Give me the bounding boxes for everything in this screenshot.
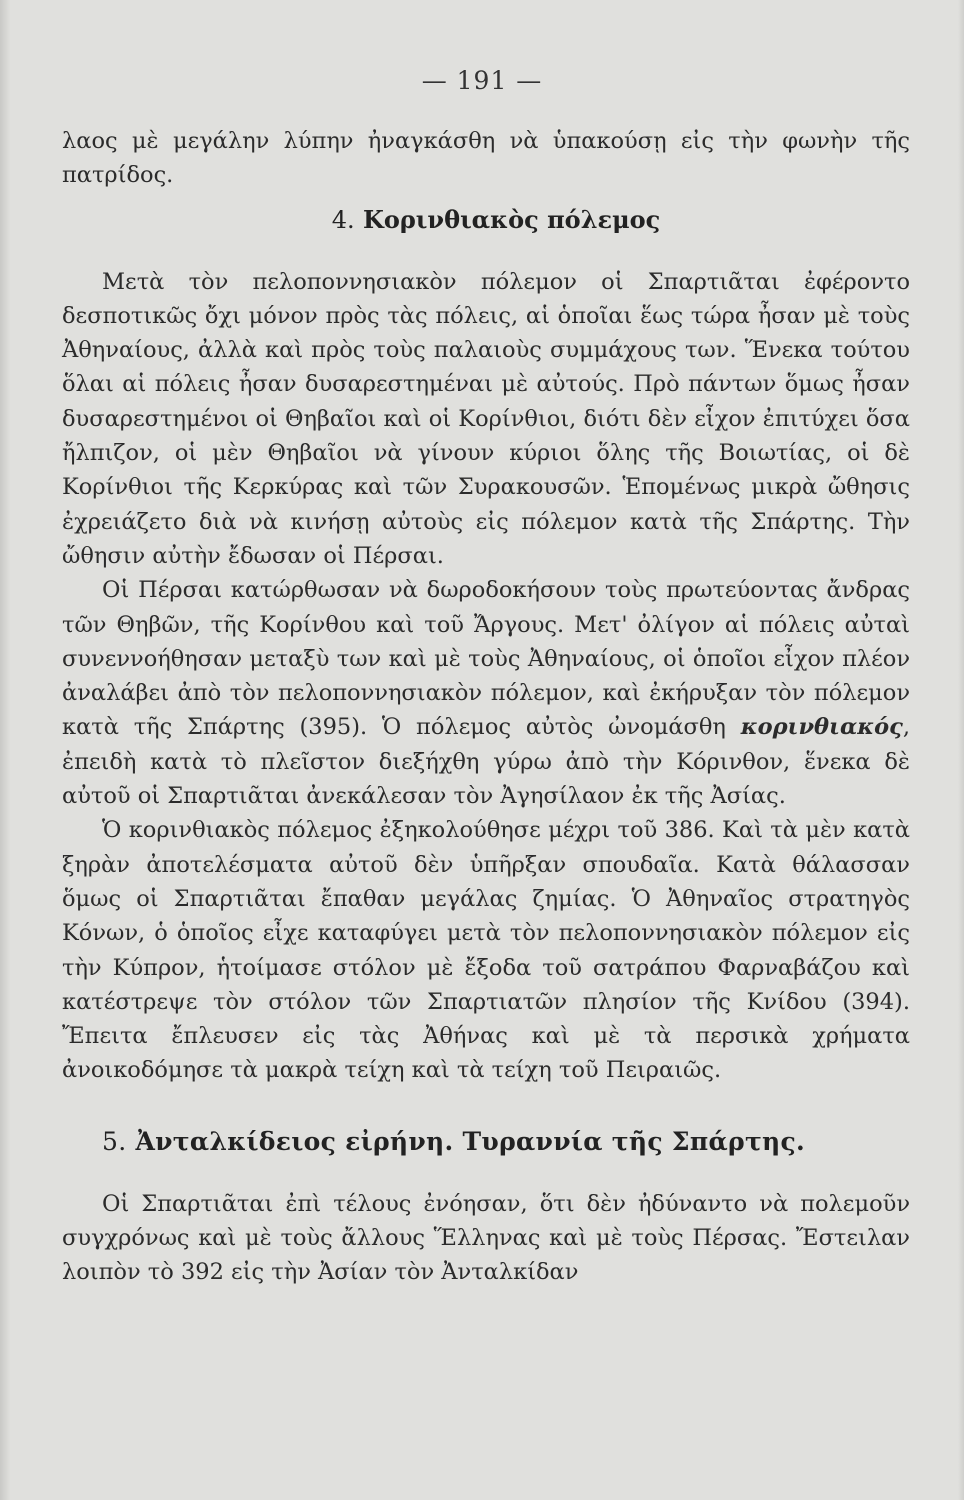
- section-title-5: Ἀνταλκίδειος εἰρήνη. Τυραννία τῆς Σπάρτης.: [135, 1126, 806, 1156]
- section-title-4: Κορινθιακὸς πόλεμος: [362, 204, 661, 234]
- paragraph-corinthian-war-outcome: Ὁ κορινθιακὸς πόλεμος ἐξηκολούθησε μέχρι τοῦ 386. Καὶ τὰ μὲν κατὰ ξηρὰν ἀποτελέσματα αὐτοῦ δὲν ὑπῆρξαν σπουδαῖα. Κατὰ θάλασσαν ὅμως οἱ Σπαρτιᾶται ἔπαθαν μεγάλας ζημίας. Ὁ Ἀθηναῖος στρατηγὸς Κόνων, ὁ ὁποῖος εἶχε καταφύγει μετὰ τὸν πελοποννησιακὸν πόλεμον εἰς τὴν Κύπρον, ἡτοίμασε στόλον μὲ ἔξοδα τοῦ σατράπου Φαρναβάζου καὶ κατέστρεψε τὸν στόλον τῶν Σπαρτιατῶν πλησίον τῆς Κνίδου (394). Ἔπειτα ἔπλευσεν εἰς τὰς Ἀθήνας καὶ μὲ τὰ περσικὰ χρήματα ἀνοικοδόμησε τὰ μακρὰ τείχη καὶ τὰ τείχη τοῦ Πειραιῶς.: [62, 817, 910, 1084]
- paragraph-antalcidas: Οἱ Σπαρτιᾶται ἐπὶ τέλους ἐνόησαν, ὅτι δὲν ἠδύναντο νὰ πολεμοῦν συγχρόνως καὶ μὲ τοὺς ἄλλους Ἕλληνας καὶ μὲ τοὺς Πέρσας. Ἔστειλαν λοιπὸν τὸ 392 εἰς τὴν Ἀσίαν τὸν Ἀνταλκίδαν: [62, 1190, 910, 1286]
- continued-paragraph: λαος μὲ μεγάλην λύπην ἠναγκάσθη νὰ ὑπακούσῃ εἰς τὴν φωνὴν τῆς πατρίδος.: [62, 128, 910, 189]
- paragraph-text-after: , ἐπειδὴ κατὰ τὸ πλεῖστον διεξήχθη γύρω ἀπὸ τὴν Κόρινθον, ἕνεκα δὲ αὐτοῦ οἱ Σπαρτιᾶται ἀνεκάλεσαν τὸν Ἀγησίλαον ἐκ τῆς Ἀσίας.: [62, 714, 910, 810]
- page-gutter-shadow: [0, 0, 10, 1500]
- section-heading-5: [62, 1125, 910, 1159]
- paragraph-text-before: Οἱ Πέρσαι κατώρθωσαν νὰ δωροδοκήσουν τοὺς πρωτεύοντας ἄνδρας τῶν Θηβῶν, τῆς Κορίνθου καὶ τοῦ Ἄργους. Μετ' ὀλίγον αἱ πόλεις αὐταὶ συνεννοήθησαν μεταξὺ των καὶ μὲ τοὺς Ἀθηναίους, οἱ ὁποῖοι εἶχον πλέον ἀναλάβει ἀπὸ τὸν πελοποννησιακὸν πόλεμον, καὶ ἐκήρυξαν τὸν πόλεμον κατὰ τῆς Σπάρτης (395). Ὁ πόλεμος αὐτὸς ὠνομάσθη: [62, 577, 910, 741]
- section-number-5: 5.: [102, 1126, 127, 1156]
- section-heading-4: [62, 203, 910, 237]
- paragraph-persian-bribery: [62, 573, 910, 813]
- page-number: — 191 —: [421, 66, 543, 95]
- section-number-4: 4.: [331, 205, 355, 234]
- paragraph-sparta-despotism: Μετὰ τὸν πελοποννησιακὸν πόλεμον οἱ Σπαρτιᾶται ἐφέροντο δεσποτικῶς ὄχι μόνον πρὸς τὰς πόλεις, αἱ ὁποῖαι ἕως τώρα ἦσαν μὲ τοὺς Ἀθηναίους, ἀλλὰ καὶ πρὸς τοὺς παλαιοὺς συμμάχους των. Ἕνεκα τούτου ὅλαι αἱ πόλεις ἦσαν δυσαρεστημέναι μὲ αὐτούς. Πρὸ πάντων ὅμως ἦσαν δυσαρεστημένοι οἱ Θηβαῖοι καὶ οἱ Κορίνθιοι, διότι δὲν εἶχον ἐπιτύχει ὅσα ἤλπιζον, οἱ μὲν Θηβαῖοι νὰ γίνουν κύριοι ὅλης τῆς Βοιωτίας, οἱ δὲ Κορίνθιοι τῆς Κερκύρας καὶ τῶν Συρακουσῶν. Ἑπομένως μικρὰ ὤθησις ἐχρειάζετο διὰ νὰ κινήσῃ αὐτοὺς εἰς πόλεμον κατὰ τῆς Σπάρτης. Τὴν ὤθησιν αὐτὴν ἔδωσαν οἱ Πέρσαι.: [62, 268, 910, 569]
- page-edge-shadow: [958, 0, 964, 1500]
- body-text: [62, 124, 910, 1290]
- emphasized-term: κορινθιακός: [740, 714, 903, 741]
